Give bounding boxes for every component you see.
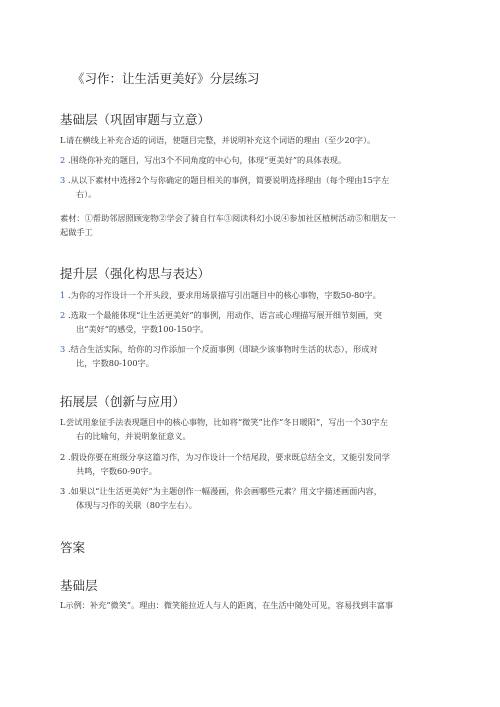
item-number: 2 <box>60 310 66 320</box>
item-text: .选取一个最能体现“让生活更美好”的事例，用动作、语言或心理描写展开细节刻画，突 <box>68 310 382 320</box>
item-text: 请在横线上补充合适的词语，使题目完整，并说明补充这个词语的理由（至少20字）。 <box>66 135 376 145</box>
item-text: .如果以“让生活更美好”为主题创作一幅漫画，你会画哪些元素？用文字描述画面内容， <box>68 486 382 496</box>
item-text: .结合生活实际，给你的习作添加一个反面事例（即缺少该事物时生活的状态），形成对 <box>68 344 378 354</box>
list-item <box>60 451 456 478</box>
item-text: .从以下素材中选择2个与你确定的题目相关的事例，简要说明选择理由（每个理由15字左 <box>68 175 390 185</box>
material-line: 起做手工 <box>60 226 93 237</box>
answers-heading: 答案 <box>60 540 86 555</box>
item-number: 2 <box>60 452 66 462</box>
section-heading-improve: 提升层（强化构思与表达） <box>60 266 211 281</box>
item-text-continued: 出“美好”的感受，字数100-150字。 <box>76 323 209 334</box>
list-item <box>60 416 456 443</box>
item-number: 3 <box>60 175 66 185</box>
list-item <box>60 134 456 148</box>
list-item <box>60 485 456 512</box>
list-item <box>60 154 456 168</box>
item-text: .围绕你补充的题目，写出3个不同角度的中心句，体现“更美好”的具体表现。 <box>68 155 347 165</box>
material-line: 素材：①帮助邻居照顾宠物②学会了骑自行车③阅读科幻小说④参加社区植树活动⑤和朋友一 <box>60 213 396 223</box>
item-number: 1 <box>60 290 66 300</box>
list-item <box>60 343 456 370</box>
item-number: L <box>60 417 66 427</box>
item-number: 2 <box>60 155 66 165</box>
section-heading-expand: 拓展层（创新与应用） <box>60 394 186 409</box>
item-text-continued: 右）。 <box>76 188 97 199</box>
item-text: 尝试用象征手法表现题目中的核心事物，比如将“微笑”比作“冬日暖阳”，写出一个30字左 <box>66 417 388 427</box>
item-number: 3 <box>60 344 66 354</box>
item-text-continued: 右的比喻句，并说明象征意义。 <box>76 430 191 441</box>
section-heading-basic: 基础层（巩固审题与立意） <box>60 112 211 127</box>
item-text: .为你的习作设计一个开头段，要求用场景描写引出题目中的核心事物，字数50-80字。 <box>68 290 381 300</box>
list-item <box>60 309 456 336</box>
material-paragraph <box>60 212 456 239</box>
item-text-continued: 比，字数80-100字。 <box>76 357 154 368</box>
list-item <box>60 174 456 201</box>
document-title: 《习作：让生活更美好》分层练习 <box>72 71 260 86</box>
answers-subheading-basic: 基础层 <box>60 578 98 593</box>
item-text-continued: 体现与习作的关联（80字左右）。 <box>76 499 197 510</box>
item-number: L <box>60 135 66 145</box>
answer-paragraph: L示例：补充“微笑”。理由：微笑能拉近人与人的距离，在生活中随处可见，容易找到丰富事 <box>60 600 394 610</box>
list-item <box>60 289 456 303</box>
item-text-continued: 共鸣，字数60-90字。 <box>76 465 157 476</box>
item-number: 3 <box>60 486 66 496</box>
item-text: .假设你要在班级分享这篇习作，为习作设计一个结尾段，要求既总结全文，又能引发同学 <box>68 452 390 462</box>
